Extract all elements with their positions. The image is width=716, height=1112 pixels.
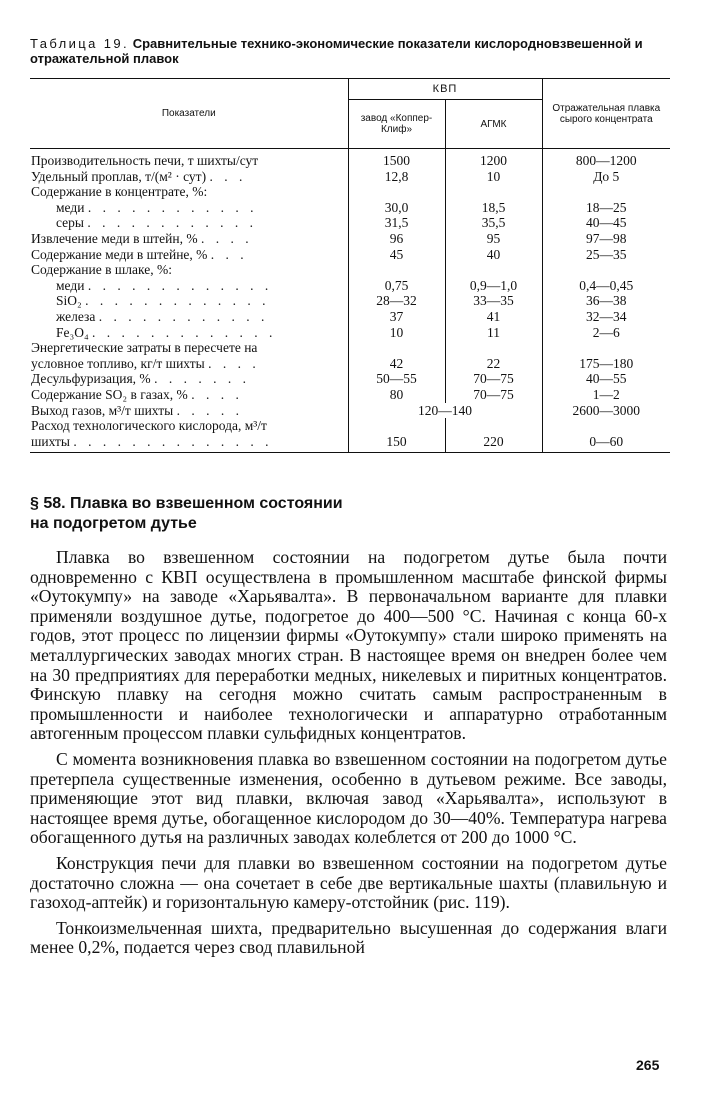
paragraph: Плавка во взвешенном состоянии на подогретом дутье была почти одновременно с КВП осуществлена в промышленном масштабе финской фирмы «Оутокумпу» на заводе «Харьявалта». В первоначальном варианте для плавки применяли воздушное дутье, подогретое до 400—500 °С. Начиная с конца 60-х годов, этот процесс по лицензии фирмы «Оутокумпу» стали широко применять на металлургических заводах многих стран. В настоящее время он внедрен более чем на 30 предприятиях для переработки медных, никелевых и пиритных концентратов. Финскую плавку на сегодня можно считать самым распространенным в промышленности и наиболее технологически и аппаратурно отработанным автогенным процессом плавки сульфидных концентратов.	[30, 547, 667, 744]
paragraph: Конструкция печи для плавки во взвешенном состоянии на подогретом дутье достаточно сложна — она сочетает в себе две вертикальные шахты (плавильную и газоход-аптейк) и горизонтальную камеру-отстойник (рис. 119).	[30, 852, 667, 913]
agmk-value: 18,5	[445, 200, 542, 216]
table-row	[30, 434, 670, 453]
copper-cliff-value: 80	[348, 387, 445, 403]
header-indicators: Показатели	[30, 79, 348, 149]
copper-cliff-value: 0,75	[348, 278, 445, 294]
row-label-cell	[30, 309, 348, 325]
leader-dots: . . . . . . . . . . . .	[87, 215, 257, 231]
copper-cliff-value: 37	[348, 309, 445, 325]
table-row	[30, 418, 670, 434]
leader-dots: . . . . .	[176, 402, 243, 418]
row-label: Энергетические затраты в пересчете на	[31, 340, 258, 356]
reverb-value: 0,4—0,45	[579, 277, 634, 293]
row-label-cell	[30, 231, 348, 247]
reverb-value: 0—60	[542, 434, 670, 453]
table-row	[30, 231, 670, 247]
leader-dots: . . . . . . . . . . . .	[87, 199, 258, 215]
row-label-cell	[30, 387, 348, 403]
table-row	[30, 387, 670, 403]
table-body	[30, 149, 670, 453]
table-row	[30, 371, 670, 387]
row-label: SiO₂	[56, 293, 82, 309]
row-label-cell	[30, 434, 348, 453]
copper-cliff-value: 1500	[348, 149, 445, 169]
table-row	[30, 309, 670, 325]
row-label: Выход газов, м³/т шихты	[31, 402, 174, 418]
reverb-value: 18—25	[586, 199, 627, 215]
agmk-value: 33—35	[445, 293, 542, 309]
agmk-value: 35,5	[445, 215, 542, 231]
table-row	[30, 356, 670, 372]
table-row	[30, 149, 670, 169]
row-label: Содержание SO₂ в газах, %	[31, 386, 188, 402]
table-caption-title: Сравнительные технико-экономические показатели кислородновзвешенной и отражательной плавок	[30, 36, 643, 66]
row-label-cell	[30, 247, 348, 263]
table-row	[30, 184, 670, 200]
header-reverb: Отражательная плавка сырого концентрата	[542, 79, 670, 149]
agmk-value: 95	[445, 231, 542, 247]
table-row	[30, 403, 670, 419]
copper-cliff-value: 10	[348, 325, 445, 341]
row-label-cell	[30, 278, 348, 294]
reverb-value: 2—6	[592, 324, 620, 340]
row-label: Fe₃O₄	[56, 324, 89, 340]
reverb-value: 32—34	[586, 308, 627, 324]
leader-dots: . . . . . . . . . . . . .	[87, 277, 273, 293]
reverb-value	[542, 418, 670, 434]
row-label-cell	[30, 418, 348, 434]
row-label: Содержание меди в штейне, %	[31, 246, 208, 262]
row-label: серы	[56, 215, 84, 231]
agmk-value	[445, 262, 542, 278]
reverb-value: 97—98	[586, 230, 627, 246]
row-label-cell	[30, 262, 348, 278]
agmk-value: 70—75	[445, 387, 542, 403]
row-label: Расход технологического кислорода, м³/т	[31, 418, 267, 434]
leader-dots: . . .	[210, 246, 248, 262]
agmk-value: 1200	[445, 149, 542, 169]
kvp-merged-value: 120—140	[348, 403, 542, 419]
table-row	[30, 200, 670, 216]
row-label: Содержание в шлаке, %:	[31, 262, 172, 278]
copper-cliff-value: 150	[348, 434, 445, 453]
table-row	[30, 215, 670, 231]
agmk-value: 0,9—1,0	[445, 278, 542, 294]
reverb-value: 40—45	[586, 215, 627, 231]
agmk-value: 22	[445, 356, 542, 372]
paragraph: Тонкоизмельченная шихта, предварительно высушенная до содержания влаги менее 0,2%, подается через свод плавильной	[30, 917, 667, 958]
reverb-value: 800—1200	[575, 153, 637, 168]
table-row	[30, 247, 670, 263]
row-label-cell	[30, 340, 348, 356]
row-label-cell	[30, 149, 348, 169]
paragraph: С момента возникновения плавка во взвешенном состоянии на подогретом дутье претерпела существенные изменения, особенно в дутьевом режиме. Все заводы, применяющие этот вид плавки, включая завод «Харьявалта», используют в настоящее время дутье, обогащенное кислородом до 30—40%. Температура нагрева обогащенного дутья на различных заводах колеблется от 200 до 1000 °С.	[30, 748, 667, 848]
row-label: железа	[56, 308, 96, 324]
agmk-value: 11	[445, 325, 542, 341]
row-label-cell	[30, 371, 348, 387]
row-label-cell	[30, 293, 348, 309]
copper-cliff-value: 28—32	[348, 293, 445, 309]
table-row	[30, 278, 670, 294]
reverb-value: 40—55	[586, 371, 627, 387]
copper-cliff-value	[348, 340, 445, 356]
copper-cliff-value: 96	[348, 231, 445, 247]
row-label: меди	[56, 199, 85, 215]
leader-dots: . . . .	[191, 386, 243, 402]
copper-cliff-value: 42	[348, 356, 445, 372]
copper-cliff-value: 30,0	[348, 200, 445, 216]
table-caption	[30, 36, 670, 66]
table-row	[30, 340, 670, 356]
copper-cliff-value: 31,5	[348, 215, 445, 231]
leader-dots: . . .	[209, 168, 247, 184]
row-label-cell	[30, 184, 348, 200]
table-caption-label: Таблица 19.	[30, 36, 130, 51]
reverb-value: 1—2	[592, 386, 620, 402]
row-label: Производительность печи, т шихты/сут	[31, 153, 259, 168]
leader-dots: . . . . . . . . . . . .	[98, 308, 269, 324]
reverb-value: 25—35	[586, 246, 627, 262]
reverb-value	[542, 340, 670, 356]
leader-dots: . . . . . . .	[154, 371, 250, 387]
agmk-value: 40	[445, 247, 542, 263]
table-row	[30, 325, 670, 341]
table-row	[30, 293, 670, 309]
section-heading-line-1: § 58. Плавка во взвешенном состоянии	[30, 495, 343, 512]
row-label: условное топливо, кг/т шихты	[31, 355, 205, 371]
row-label: Удельный проплав, т/(м² · сут)	[31, 168, 207, 184]
row-label: Извлечение меди в штейн, %	[31, 230, 198, 246]
leader-dots: . . . .	[208, 355, 260, 371]
copper-cliff-value	[348, 184, 445, 200]
section-heading-line-2: на подогретом дутье	[30, 515, 197, 532]
table-row	[30, 169, 670, 185]
row-label-cell	[30, 200, 348, 216]
agmk-value	[445, 418, 542, 434]
leader-dots: . . . . . . . . . . . . .	[92, 324, 277, 340]
agmk-value: 10	[445, 169, 542, 185]
table-row	[30, 262, 670, 278]
row-label: Десульфуризация, %	[31, 371, 151, 387]
reverb-value	[542, 262, 670, 278]
header-plant-copper-cliff: завод «Коппер-Клиф»	[348, 100, 445, 149]
comparison-table	[30, 78, 670, 453]
row-label: шихты	[31, 433, 71, 449]
row-label: Содержание в концентрате, %:	[31, 184, 208, 200]
row-label: меди	[56, 277, 85, 293]
leader-dots: . . . .	[200, 230, 253, 246]
copper-cliff-value: 12,8	[348, 169, 445, 185]
reverb-value: До 5	[593, 168, 620, 184]
row-label-cell	[30, 356, 348, 372]
copper-cliff-value: 45	[348, 247, 445, 263]
reverb-value: 175—180	[579, 355, 634, 371]
agmk-value	[445, 340, 542, 356]
agmk-value: 41	[445, 309, 542, 325]
row-label-cell	[30, 403, 348, 419]
reverb-value: 2600—3000	[572, 402, 640, 418]
leader-dots: . . . . . . . . . . . . . .	[73, 433, 273, 449]
reverb-value	[542, 184, 670, 200]
section-heading	[30, 494, 530, 534]
agmk-value: 220	[445, 434, 542, 453]
agmk-value	[445, 184, 542, 200]
page-number: 265	[636, 1057, 660, 1073]
row-label-cell	[30, 215, 348, 231]
header-kvp: КВП	[348, 79, 542, 100]
reverb-value: 36—38	[586, 293, 627, 309]
copper-cliff-value	[348, 262, 445, 278]
row-label-cell	[30, 325, 348, 341]
agmk-value: 70—75	[445, 371, 542, 387]
copper-cliff-value	[348, 418, 445, 434]
leader-dots: . . . . . . . . . . . . .	[85, 293, 270, 309]
header-plant-agmk: АГМК	[445, 100, 542, 149]
row-label-cell	[30, 169, 348, 185]
body-text	[30, 548, 667, 964]
copper-cliff-value: 50—55	[348, 371, 445, 387]
